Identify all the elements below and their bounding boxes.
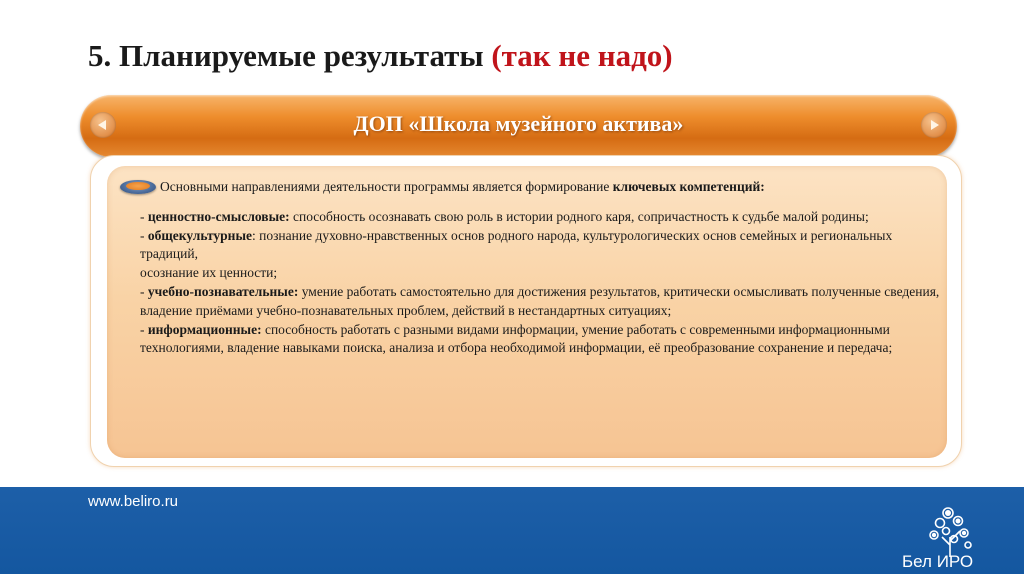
item-prefix: - [140,227,148,243]
banner-title: ДОП «Школа музейного актива» [353,111,684,136]
slide-title-main: 5. Планируемые результаты [88,38,492,73]
beliro-logo-icon [902,507,1012,557]
item-prefix: - [140,208,148,224]
slide-title [88,38,673,74]
program-banner [80,95,957,157]
beliro-logo [902,507,1012,574]
competency-text: способность осознавать свою роль в истории родного каря, сопричастность к судьбе малой родины; [289,208,869,224]
competency-text: : познание духовно-нравственных основ родного народа, культурологических основ семейных и региональных традиций, [140,227,893,262]
item-prefix: - [140,321,148,337]
competency-item [140,208,940,227]
slide-title-accent: (так не надо) [491,38,673,73]
competency-term: ценностно-смысловые: [147,208,290,224]
logo-text: Бел ИРО [902,552,974,571]
competency-term: информационные: [147,321,262,337]
intro-line [132,178,940,197]
competency-text: умение работать самостоятельно для достижения результатов, критически осмысливать полученные сведения, владение приёмами учебно-познавательных проблем, действий в нестандартных ситуациях; [140,283,940,318]
competency-item-continuation: осознание их ценности; [140,265,278,281]
bullet-icon [120,180,156,194]
content-text [140,178,940,358]
competency-text: способность работать с разными видами информации, умение работать с современными информационными технологиями, владение навыками поиска, анализа и отбора необходимой информации, её преобразование сохранение и передача; [140,321,893,356]
item-prefix: - [140,283,148,299]
intro-bold-text: ключевых компетенций: [612,179,765,194]
competency-term: учебно-познавательные: [147,283,299,299]
competency-item [140,227,940,265]
intro-text: Основными направлениями деятельности программы является формирование [160,179,613,194]
footer-bar [0,487,1024,574]
competency-item [140,321,940,359]
footer-url-link[interactable]: www.beliro.ru [88,493,179,510]
competency-item [140,283,940,321]
competency-term: общекультурные [147,227,252,243]
arrow-right-icon [921,112,947,138]
